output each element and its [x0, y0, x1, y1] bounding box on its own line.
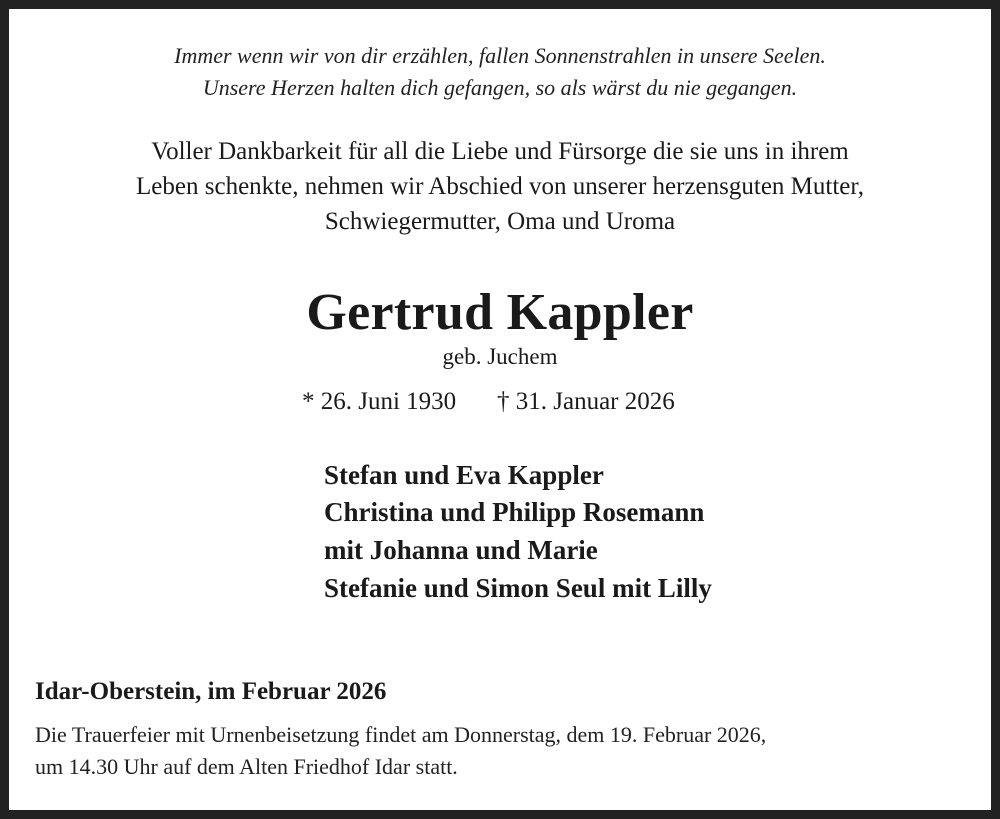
deceased-name: Gertrud Kappler — [306, 284, 694, 341]
intro-line-1: Voller Dankbarkeit für all die Liebe und Fürsorge die sie uns in ihrem — [151, 138, 849, 165]
intro-line-3: Schwiegermutter, Oma und Uroma — [324, 208, 676, 235]
mourner-line-3: mit Johanna und Marie — [324, 535, 598, 565]
motto-line-1: Immer wenn wir von dir erzählen, fallen Sonnenstrahlen in unsere Seelen. — [174, 43, 826, 68]
birth-date: * 26. Juni 1930 — [302, 388, 457, 415]
ceremony-line-1: Die Trauerfeier mit Urnenbeisetzung findet am Donnerstag, dem 19. Februar 2026, — [35, 722, 767, 747]
ceremony-line-2: um 14.30 Uhr auf dem Alten Friedhof Idar statt. — [35, 754, 458, 779]
motto-line-2: Unsere Herzen halten dich gefangen, so als wärst du nie gegangen. — [202, 75, 798, 100]
mourner-line-4: Stefanie und Simon Seul mit Lilly — [324, 573, 712, 603]
intro-line-2: Leben schenkte, nehmen wir Abschied von unserer herzensguten Mutter, — [136, 173, 864, 200]
mourner-line-2: Christina und Philipp Rosemann — [324, 497, 705, 527]
mourner-line-1: Stefan und Eva Kappler — [324, 460, 604, 490]
birth-name: geb. Juchem — [442, 344, 558, 369]
death-date: † 31. Januar 2026 — [497, 388, 675, 415]
place-and-date: Idar-Oberstein, im Februar 2026 — [35, 678, 387, 705]
